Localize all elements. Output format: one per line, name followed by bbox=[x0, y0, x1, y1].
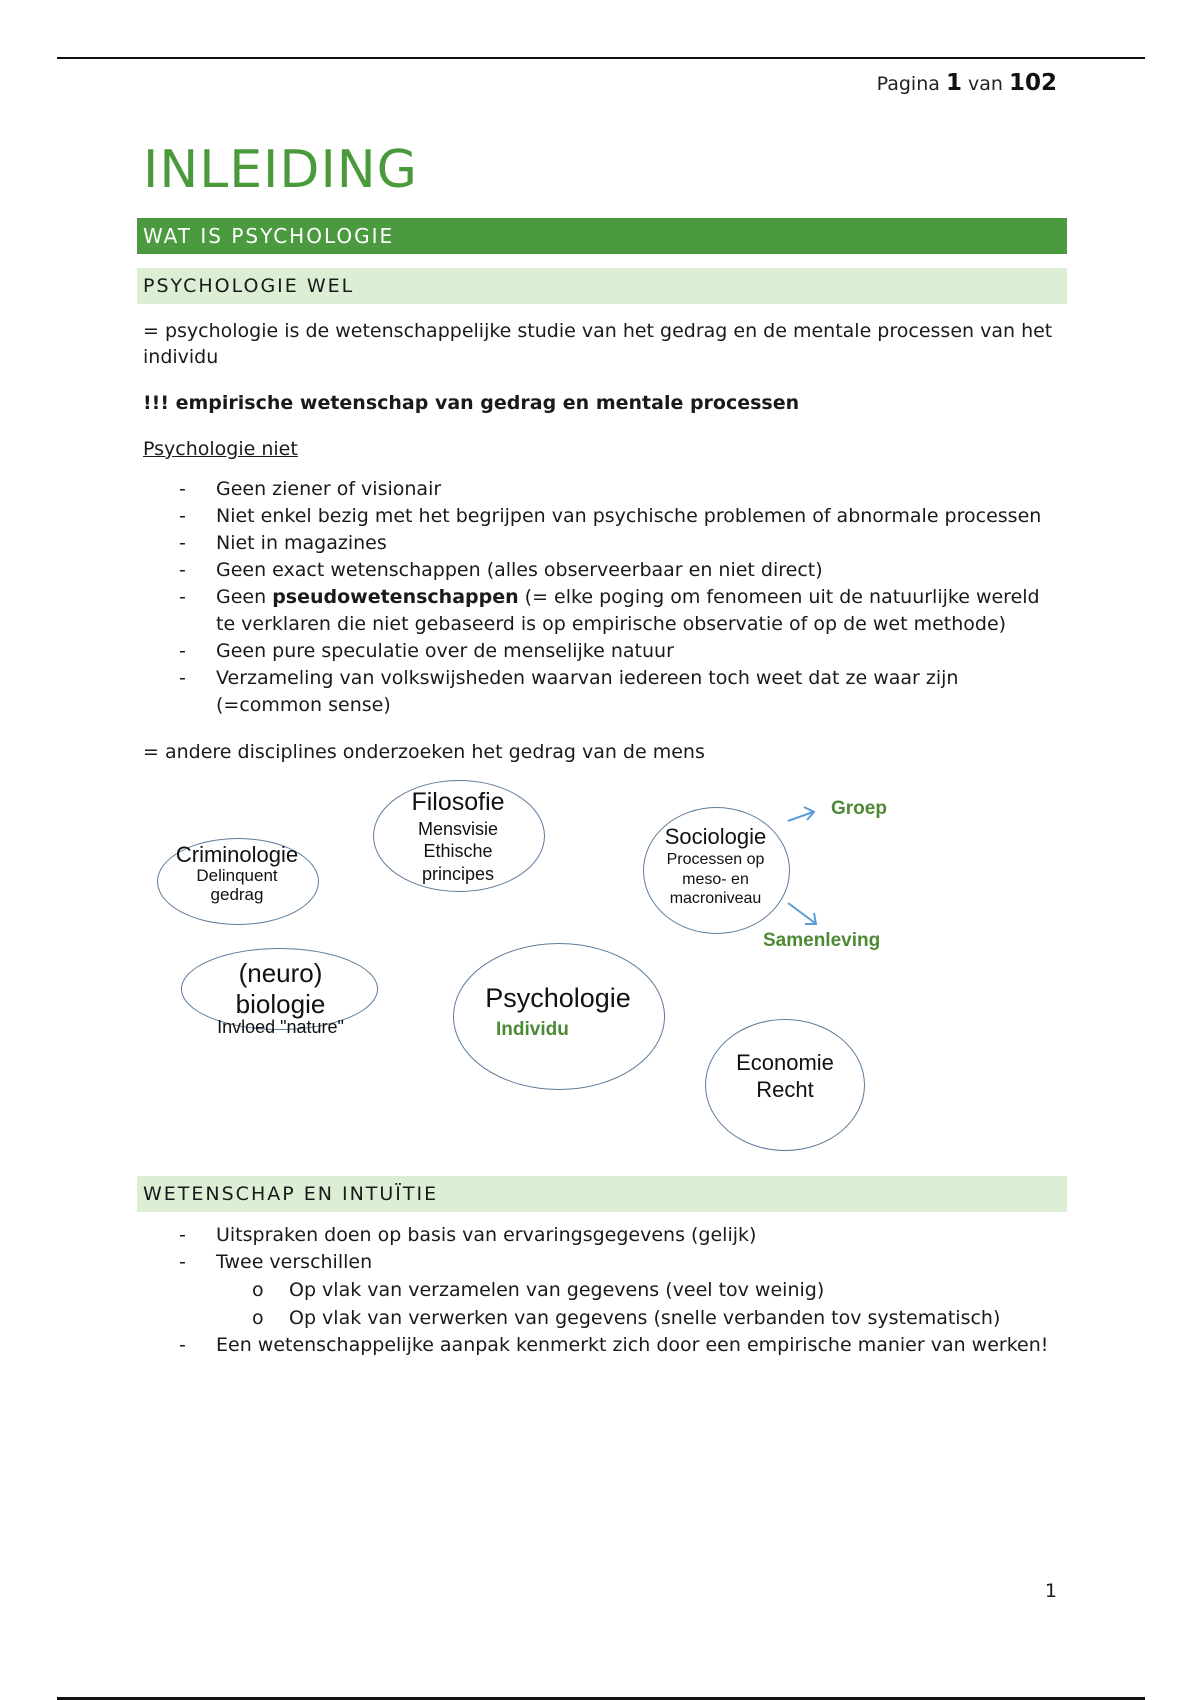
list-item: - Geen pseudowetenschappen (= elke poging om fenomeen uit de natuurlijke wereld te verklaren die niet gebaseerd is op empirische observatie of op de wet methode) bbox=[143, 584, 1061, 638]
chapter-title: INLEIDING bbox=[143, 140, 418, 200]
neuro-label: (neuro) biologie Invloed "nature" bbox=[217, 958, 344, 1038]
section-heading: WAT IS PSYCHOLOGIE bbox=[137, 218, 1067, 254]
arrow-to-groep-icon bbox=[788, 807, 814, 821]
document-body bbox=[143, 140, 1061, 1359]
criminologie-label: Criminologie Delinquent gedrag bbox=[175, 842, 299, 904]
list-item: - Geen exact wetenschappen (alles observeerbaar en niet direct) bbox=[143, 557, 1061, 584]
psychologie-label: Psychologie Individu bbox=[485, 983, 631, 1040]
page-current: 1 bbox=[945, 70, 962, 96]
economie-label: Economie Recht bbox=[736, 1050, 834, 1103]
page-total: 102 bbox=[1008, 70, 1057, 96]
sub-list-item: o Op vlak van verwerken van gegevens (snelle verbanden tov systematisch) bbox=[143, 1304, 1061, 1332]
subsection-heading-wel: PSYCHOLOGIE WEL bbox=[137, 268, 1067, 304]
header-rule bbox=[57, 57, 1145, 59]
list-item: - Twee verschillen o Op vlak van verzamelen van gegevens (veel tov weinig) o Op vlak van verwerken van gegevens (snelle verbanden tov systematisch) bbox=[143, 1249, 1061, 1332]
groep-label: Groep bbox=[831, 798, 887, 819]
samenleving-label: Samenleving bbox=[763, 930, 881, 951]
van-label: van bbox=[968, 73, 1003, 95]
list-item: - Geen ziener of visionair bbox=[143, 476, 1061, 503]
sub-list-item: o Op vlak van verzamelen van gegevens (veel tov weinig) bbox=[143, 1276, 1061, 1304]
page-indicator bbox=[877, 70, 1057, 96]
disciplines-diagram bbox=[143, 771, 1061, 1166]
intuitie-list bbox=[143, 1222, 1061, 1359]
list-item: - Niet enkel bezig met het begrijpen van psychische problemen of abnormale processen bbox=[143, 503, 1061, 530]
niet-heading: Psychologie niet bbox=[143, 438, 298, 460]
list-item: - Verzameling van volkswijsheden waarvan iedereen toch weet dat ze waar zijn (=common sense) bbox=[143, 665, 1061, 719]
sociologie-label: Sociologie Processen op meso- en macroniveau bbox=[664, 824, 767, 908]
arrow-to-samenleving-icon bbox=[788, 903, 816, 924]
list-item: - Uitspraken doen op basis van ervaringsgegevens (gelijk) bbox=[143, 1222, 1061, 1249]
definition-text: = psychologie is de wetenschappelijke studie van het gedrag en de mentale processen van het individu bbox=[143, 320, 1053, 368]
page-number: 1 bbox=[1044, 1580, 1057, 1602]
filosofie-label: Filosofie Mensvisie Ethische principes bbox=[411, 788, 505, 885]
emphasis-text: !!! empirische wetenschap van gedrag en mentale processen bbox=[143, 392, 800, 414]
list-item: - Niet in magazines bbox=[143, 530, 1061, 557]
pagina-label: Pagina bbox=[876, 73, 940, 95]
niet-list bbox=[143, 476, 1061, 719]
list-item: - Een wetenschappelijke aanpak kenmerkt zich door een empirische manier van werken! bbox=[143, 1332, 1061, 1359]
list-item: - Geen pure speculatie over de menselijke natuur bbox=[143, 638, 1061, 665]
subsection-heading-intuitie: WETENSCHAP EN INTUÏTIE bbox=[137, 1176, 1067, 1212]
sub-list bbox=[143, 1276, 1061, 1332]
andere-text: = andere disciplines onderzoeken het gedrag van de mens bbox=[143, 741, 705, 763]
